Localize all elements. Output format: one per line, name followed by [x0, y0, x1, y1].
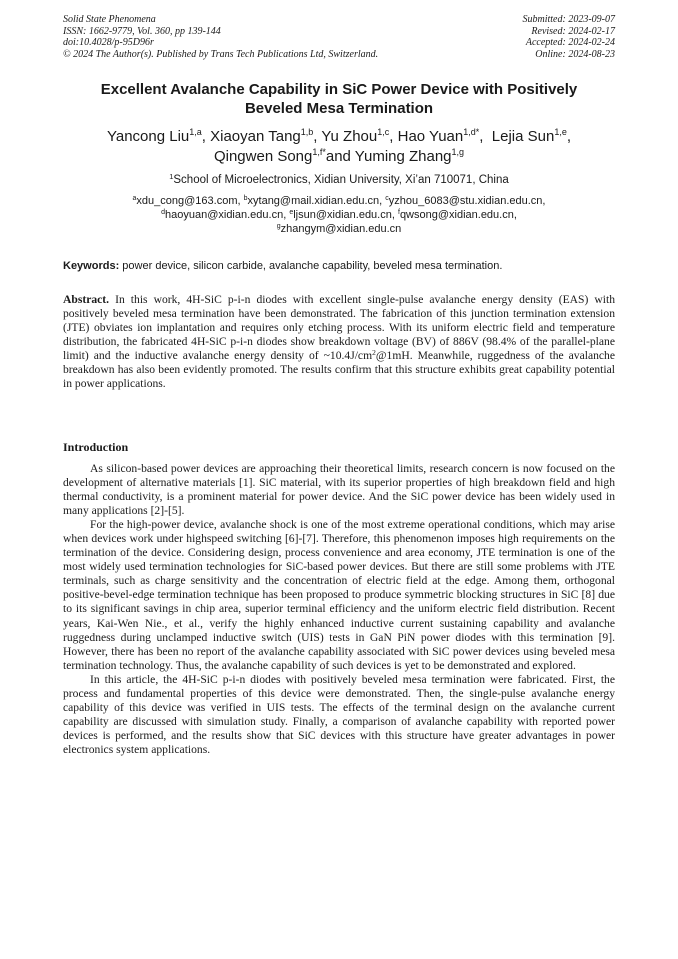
- introduction-heading: Introduction: [63, 440, 129, 454]
- revised-date: Revised: 2024-02-17: [531, 25, 615, 37]
- paper-title: [40, 80, 638, 118]
- journal-name: Solid State Phenomena: [63, 14, 156, 25]
- email-address: qwsong@xidian.edu.cn,: [399, 209, 517, 222]
- email-mark: f: [397, 209, 400, 217]
- introduction-paragraph: In this article, the 4H-SiC p-i-n diodes with positively beveled mesa termination were fabricated. First, the process and fundamental properties of this device were demonstrated. Then, the single-pulse avalanche energy capability of this device was verified in UIS tests. The effects of the terminal design on the avalanche current capability are discussed with simulation study. Finally, a comparison of avalanche capability with reported power devices is performed, and the results show that SiC devices with this structure have greater advantages in power electronics system applications.: [63, 672, 615, 756]
- author-separator: ,: [389, 128, 398, 145]
- journal-header-left: [63, 14, 378, 60]
- email-address: zhangym@xidian.edu.cn: [280, 223, 402, 236]
- submitted-date: Submitted: 2023-09-07: [522, 14, 615, 25]
- affiliation-mark: 1: [169, 172, 174, 181]
- email-mark: b: [243, 195, 248, 202]
- author-affil-mark: 1,e: [554, 127, 567, 137]
- affiliation: [40, 173, 638, 187]
- abstract-text: In this work, 4H-SiC p-i-n diodes with excellent single-pulse avalanche energy density (EAS) with positively beveled mesa termination have been demonstrated. The fabrication of this junction termination extension (JTE) obviates ion implantation and requires only etching process. With its uniform electric field and temperature distribution, the fabricated 4H-SiC p-i-n diodes show breakdown voltage (BV) of 886V (98.4% of the parallel-plane limit) and the inductive avalanche energy density of ~10.4J/cm: [63, 293, 615, 363]
- title-line-1: Excellent Avalanche Capability in SiC Power Device with Positively: [100, 81, 578, 98]
- doi-line: doi:10.4028/p-95D96r: [63, 37, 154, 49]
- copyright-line: © 2024 The Author(s). Published by Trans Tech Publications Ltd, Switzerland.: [63, 48, 379, 60]
- email-mark: d: [161, 209, 165, 217]
- author-line-1: [40, 127, 638, 147]
- journal-header-right: [523, 14, 616, 60]
- introduction-paragraph: For the high-power device, avalanche shock is one of the most extreme operational conditions, which may arise when devices work under highspeed switching [6]-[7]. Therefore, this phenomenon imposes high requirements on the termination of the device. Considering design, process convenience and area economy, JTE termination is one of the most widely used termination technologies for SiC-based power devices. But there are still some problems with JTE terminals, such as charge sensitivity and the concentration of electric field at the edge. Among them, orthogonal positive-bevel-edge termination technique has been proposed to produce symmetric blocking structures in SiC [8] due to its significant savings in chip area, superior terminal efficiency and the uniform electric field distribution. Recent years, Kai-Wen Nie., et al., verify the highly enhanced inductive current sustaining capability and avalanche ruggedness during unclamped inductive switch (UIS) tests in GaN PiN power diodes with this termination [9]. However, there has been no report of the avalanche capability associated with SiC power devices using beveled mesa termination technology. Thus, the avalanche capability of such devices is yet to be demonstrated and explored.: [63, 518, 615, 672]
- email-separator: ,: [391, 209, 398, 222]
- email-mark: a: [132, 195, 137, 202]
- accepted-date: Accepted: 2024-02-24: [525, 37, 615, 49]
- author-name: Yancong Liu: [106, 128, 190, 145]
- author-separator: ,: [479, 128, 492, 145]
- author-name: Qingwen Song: [213, 148, 313, 165]
- email-mark: g: [276, 223, 281, 231]
- author-name: Hao Yuan: [397, 128, 464, 145]
- email-address: yzhou_6083@stu.xidian.edu.cn,: [388, 195, 546, 207]
- affiliation-text: School of Microelectronics, Xidian University, Xi’an 710071, China: [173, 174, 509, 186]
- keywords: [63, 259, 623, 273]
- email-line-3: [40, 222, 638, 236]
- abstract: [63, 293, 615, 391]
- author-emails: [40, 194, 638, 237]
- email-line-2: [40, 208, 638, 222]
- abstract-superscript: 2: [372, 348, 376, 358]
- abstract-label: Abstract.: [63, 293, 110, 306]
- introduction-paragraph: As silicon-based power devices are approaching their theoretical limits, research concern is now focused on the development of alternative materials [1]. SiC material, with its superior properties of high breakdown field and high thermal conductivity, is a prominent material for power device. And the SiC power device has been widely used in many applications [2]-[5].: [63, 462, 615, 518]
- author-name: and Yuming Zhang: [325, 148, 452, 165]
- email-separator: ,: [283, 209, 290, 222]
- issn-line: ISSN: 1662-9779, Vol. 360, pp 139-144: [63, 25, 221, 37]
- author-separator: ,: [566, 128, 572, 145]
- email-line-1: [40, 194, 638, 208]
- author-affil-mark: 1,a: [189, 127, 202, 137]
- email-address: xdu_cong@163.com: [136, 195, 238, 207]
- author-affil-mark: 1,c: [377, 127, 390, 137]
- email-mark: c: [385, 195, 389, 202]
- introduction-body: [63, 462, 615, 757]
- author-line-2: [40, 147, 638, 167]
- abstract-text-continued: @1mH. Meanwhile, ruggedness of the avalanche breakdown has also been evidently promoted. The results confirm that this structure exhibits great capability potential in power applications.: [63, 349, 616, 391]
- author-separator: ,: [201, 128, 211, 145]
- author-name: Lejia Sun: [491, 128, 555, 145]
- author-name: Yu Zhou: [321, 128, 378, 145]
- author-name: Xiaoyan Tang: [210, 128, 301, 145]
- email-mark: e: [289, 209, 294, 217]
- email-separator: ,: [237, 195, 244, 207]
- keywords-label: Keywords:: [63, 260, 120, 272]
- author-affil-mark: 1,b: [300, 127, 314, 137]
- title-line-2: Beveled Mesa Termination: [244, 100, 434, 117]
- email-address: haoyuan@xidian.edu.cn: [165, 209, 284, 222]
- author-list: [40, 127, 638, 167]
- email-separator: ,: [379, 195, 386, 207]
- author-affil-mark: 1,g: [451, 147, 465, 157]
- email-address: ljsun@xidian.edu.cn: [293, 209, 392, 222]
- author-affil-mark: 1,f*: [312, 147, 326, 157]
- keywords-text: power device, silicon carbide, avalanche capability, beveled mesa termination.: [119, 260, 503, 272]
- email-address: xytang@mail.xidian.edu.cn: [247, 195, 380, 207]
- author-affil-mark: 1,d*: [463, 127, 480, 137]
- online-date: Online: 2024-08-23: [535, 48, 615, 60]
- author-separator: ,: [313, 128, 322, 145]
